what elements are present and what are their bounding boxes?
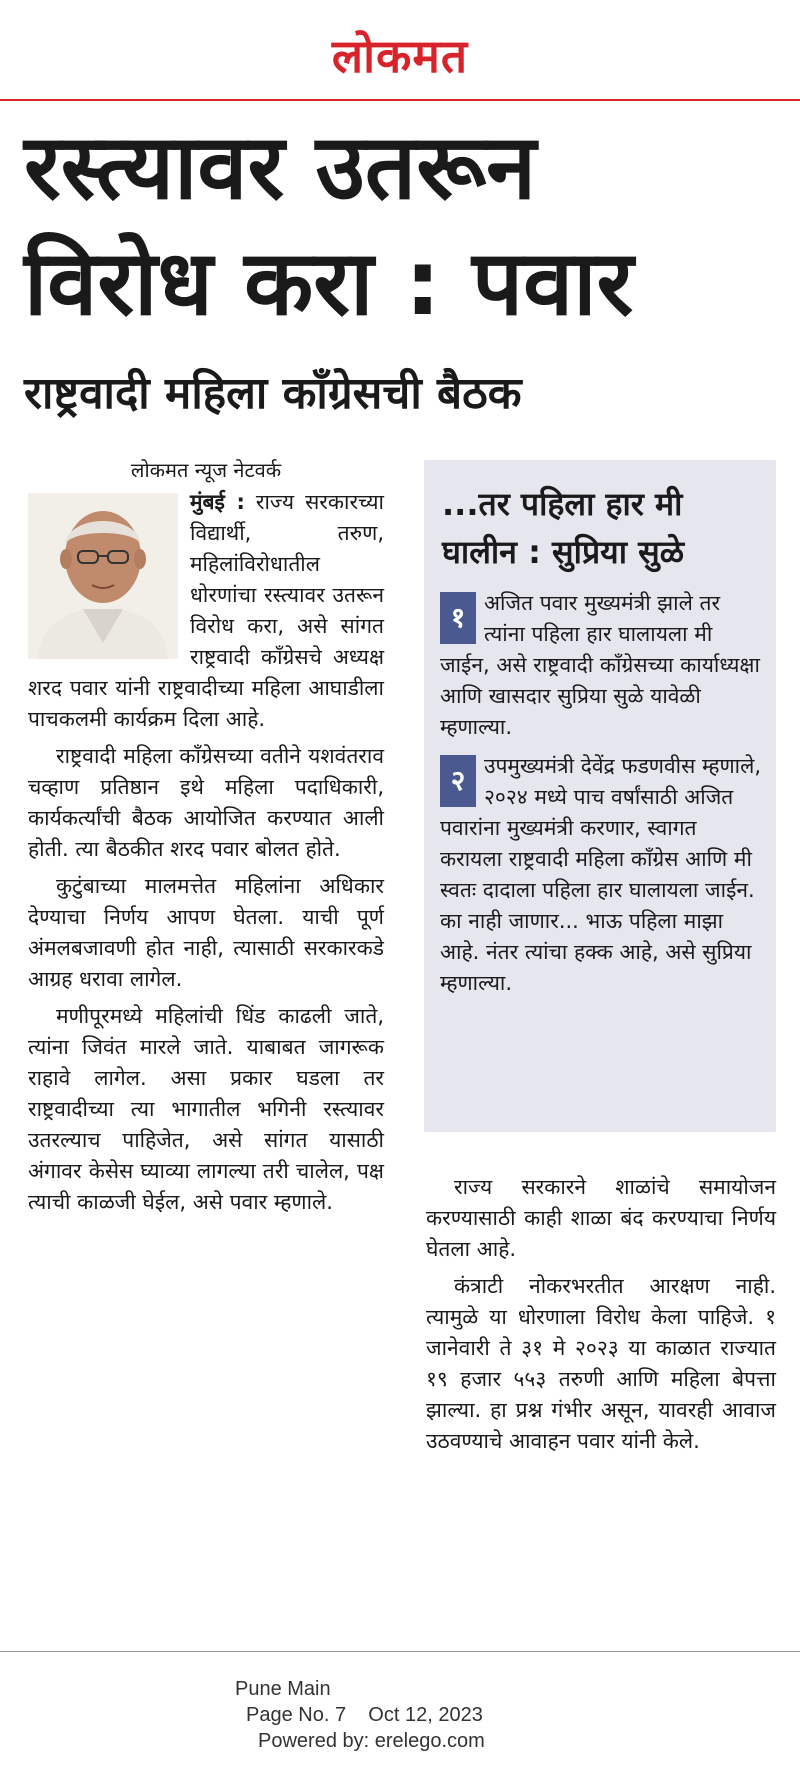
article-paragraph-4: मणीपूरमध्ये महिलांची धिंड काढली जाते, त्यांना जिवंत मारले जाते. याबाबत जागरूक राहावे लागेल. असा प्रकार घडला तर राष्ट्रवादीच्या त्या भागातील भगिनी रस्त्यावर उतरल्याच पाहिजेत, असे सांगत यासाठी अंगावर केसेस घ्याव्या लागल्या तरी चालेल, पक्ष त्याची काळजी घेईल, असे पवार म्हणाले.	[28, 1004, 384, 1214]
footer-edition: Pune Main	[235, 1678, 331, 1700]
article-paragraph-3: कुटुंबाच्या मालमत्तेत महिलांना अधिकार देण्याचा निर्णय आपण घेतला. याची पूर्ण अंमलबजावणी होत नाही, त्यासाठी सरकारकडे आग्रह धरावा लागेल.	[28, 874, 384, 991]
sidebar-item-text: उपमुख्यमंत्री देवेंद्र फडणवीस म्हणाले, २०२४ मध्ये पाच वर्षांसाठी अजित पवारांना मुख्यमंत्री करणार, स्वागत करायला राष्ट्रवादी महिला काँग्रेस आणि मी स्वतः दादाला पहिला हार घालायला जाईन. का नाही जाणार... भाऊ पहिला माझा आहे. नंतर त्यांचा हक्क आहे, असे सुप्रिया म्हणाल्या.	[440, 754, 761, 995]
article-left-column	[28, 455, 384, 1224]
footer-rule	[0, 1651, 800, 1652]
article-paragraph-1-text: राज्य सरकारच्या विद्यार्थी, तरुण, महिलांविरोधातील धोरणांचा रस्त्यावर उतरून विरोध करा, असे सांगत राष्ट्रवादी काँग्रेसचे अध्यक्ष शरद पवार यांनी राष्ट्रवादीच्या महिला आघाडीला पाचकलमी कार्यक्रम दिला आहे.	[28, 490, 384, 731]
article-paragraph-6: कंत्राटी नोकरभरतीत आरक्षण नाही. त्यामुळे या धोरणाला विरोध केला पाहिजे. १ जानेवारी ते ३१ मे २०२३ या काळात राज्यात १९ हजार ५५३ तरुणी आणि महिला बेपत्ता झाल्या. हा प्रश्न गंभीर असून, यावरही आवाज उठवण्याचे आवाहन पवार यांनी केले.	[426, 1274, 776, 1453]
sidebar-title: ...तर पहिला हार मी घालीन : सुप्रिया सुळे	[442, 485, 685, 571]
footer-powered-by: Powered by: erelego.com	[258, 1730, 485, 1752]
article-paragraph-1	[28, 487, 384, 735]
headline-line-1: रस्त्यावर उतरून	[24, 115, 537, 220]
subheadline: राष्ट्रवादी महिला काँग्रेसची बैठक	[24, 368, 522, 419]
sidebar-items	[440, 588, 764, 1007]
article-paragraph-2: राष्ट्रवादी महिला काँग्रेसच्या वतीने यशवंतराव चव्हाण प्रतिष्ठान इथे महिला पदाधिकारी, कार्यकर्त्यांची बैठक आयोजित करण्यात आली होती. त्या बैठकीत शरद पवार बोलत होते.	[28, 744, 384, 861]
article-right-column	[426, 1172, 776, 1463]
sidebar-item-number: १	[440, 592, 476, 644]
dateline: मुंबई :	[190, 490, 245, 514]
byline: लोकमत न्यूज नेटवर्क	[130, 458, 282, 482]
sidebar-item-number: २	[440, 755, 476, 807]
masthead-logo: लोकमत	[331, 29, 469, 83]
headline-line-2: विरोध करा : पवार	[24, 231, 634, 336]
portrait-photo	[28, 493, 178, 659]
sidebar-item-text: अजित पवार मुख्यमंत्री झाले तर त्यांना पहिला हार घालायला मी जाईन, असे राष्ट्रवादी काँग्रेसच्या कार्याध्यक्षा आणि खासदार सुप्रिया सुळे यावेळी म्हणाल्या.	[440, 591, 760, 739]
article-paragraph-5: राज्य सरकारने शाळांचे समायोजन करण्यासाठी काही शाळा बंद करण्याचा निर्णय घेतला आहे.	[426, 1175, 776, 1261]
sidebar-box	[424, 460, 776, 1132]
footer-page-date: Page No. 7 Oct 12, 2023	[246, 1704, 483, 1726]
sidebar-item-1	[440, 588, 764, 743]
sidebar-item-2	[440, 751, 764, 999]
masthead-rule	[0, 99, 800, 101]
